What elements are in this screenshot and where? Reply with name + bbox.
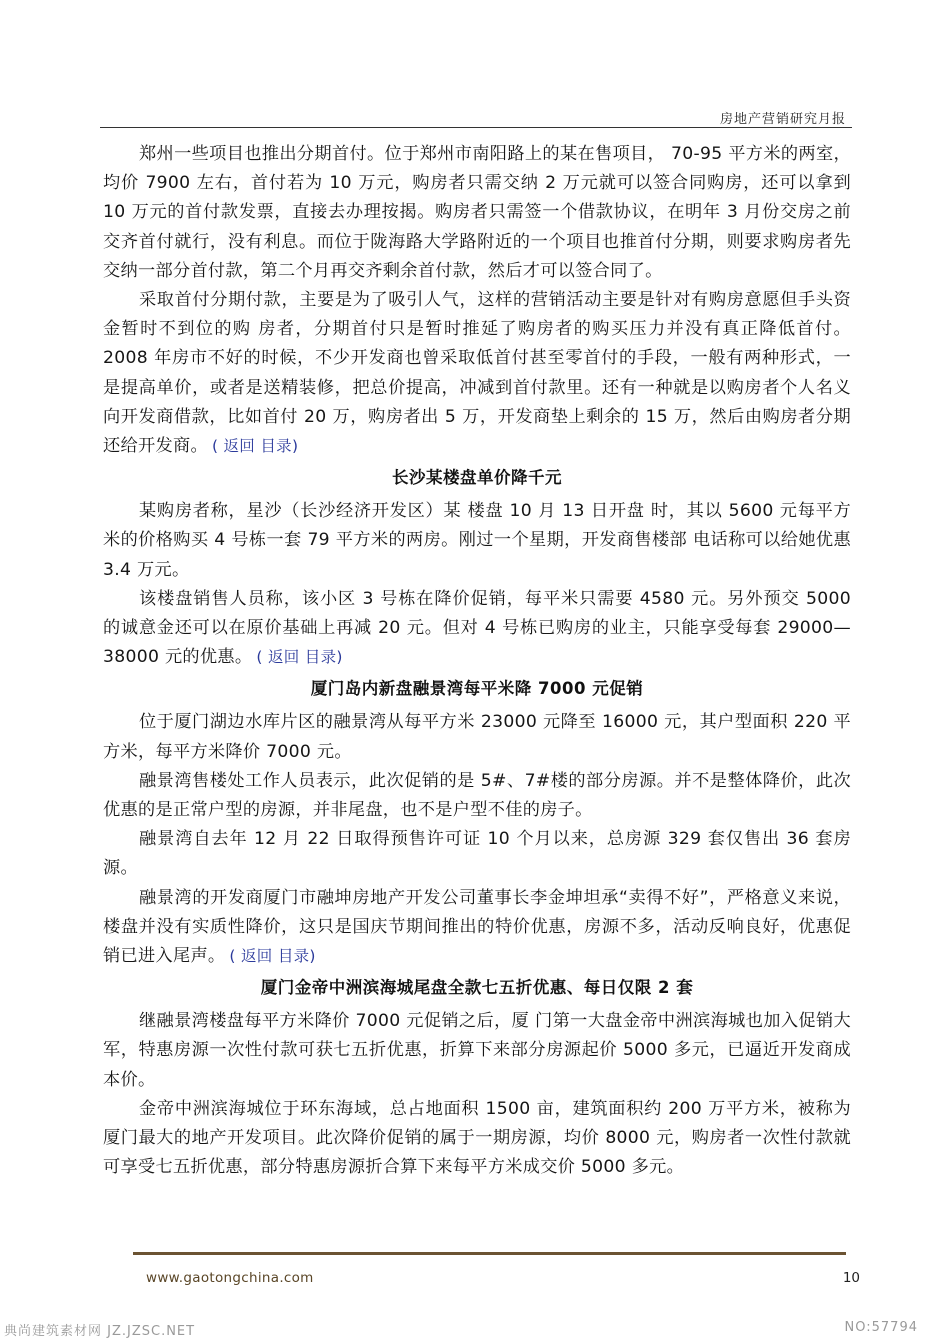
back-to-toc-link[interactable]: ( 返回 目录) <box>256 648 343 667</box>
section-heading: 长沙某楼盘单价降千元 <box>392 468 562 488</box>
article-body <box>103 140 851 1183</box>
paragraph <box>103 585 851 673</box>
back-to-toc-link[interactable]: ( 返回 目录) <box>229 947 316 966</box>
section-heading: 厦门岛内新盘融景湾每平米降 7000 元促销 <box>310 679 644 699</box>
paragraph <box>103 1007 851 1095</box>
paragraph-text: 融景湾的开发商厦门市融坤房地产开发公司董事长李金坤坦承“卖得不好”，严格意义来说，楼盘并没有实质性降价，这只是国庆节期间推出的特价优惠，房源不多，活动反响良好，优惠促销已进入尾声。 <box>103 887 851 967</box>
paragraph <box>103 767 851 825</box>
page-number: 10 <box>842 1270 860 1286</box>
paragraph <box>103 286 851 461</box>
watermark-id: NO:57794 <box>844 1320 918 1335</box>
paragraph-text: 该楼盘销售人员称，该小区 3 号栋在降价促销，每平米只需要 4580 元。另外预交 5000 的诚意金还可以在原价基础上再减 20 元。但对 4 号栋已购房的业主，只能享受每套 29000—38000 元的优惠。 <box>103 588 851 668</box>
back-to-toc-link[interactable]: ( 返回 目录) <box>211 437 299 456</box>
paragraph <box>103 140 851 286</box>
report-title: 房地产营销研究月报 <box>719 112 846 127</box>
header-divider <box>100 127 852 128</box>
paragraph <box>103 884 851 972</box>
section-heading: 厦门金帝中洲滨海城尾盘全款七五折优惠、每日仅限 2 套 <box>260 978 694 998</box>
paragraph-text: 采取首付分期付款，主要是为了吸引人气，这样的营销活动主要是针对有购房意愿但手头资金暂时不到位的购 房者，分期首付只是暂时推延了购房者的购买压力并没有真正降低首付。2008 年房市不好的时候，不少开发商也曾采取低首付甚至零首付的手段，一般有两种形式，一是提高单价，或者是送精装修，把总价提高，冲减到首付款里。还有一种就是以购房者个人名义向开发商借款，比如首付 20 万，购房者出 5 万，开发商垫上剩余的 15 万，然后由购房者分期还给开发商。 <box>103 290 851 457</box>
paragraph-text: 融景湾自去年 12 月 22 日取得预售许可证 10 个月以来，总房源 329 套仅售出 36 套房源。 <box>103 829 851 879</box>
paragraph <box>103 708 851 766</box>
paragraph-text: 金帝中洲滨海城位于环东海域，总占地面积 1500 亩，建筑面积约 200 万平方米，被称为厦门最大的地产开发项目。此次降价促销的属于一期房源，均价 8000 元，购房者一次性付款就可享受七五折优惠，部分特惠房源折合算下来每平方米成交价 5000 多元。 <box>103 1098 851 1178</box>
paragraph-text: 位于厦门湖边水库片区的融景湾从每平方米 23000 元降至 16000 元，其户型面积 220 平方米，每平方米降价 7000 元。 <box>103 712 851 762</box>
paragraph-text: 继融景湾楼盘每平方米降价 7000 元促销之后，厦 门第一大盘金帝中洲滨海城也加入促销大军，特惠房源一次性付款可获七五折优惠，折算下来部分房源起价 5000 多元，已逼近开发商成本价。 <box>103 1011 851 1090</box>
paragraph <box>103 825 851 883</box>
paragraph-text: 融景湾售楼处工作人员表示，此次促销的是 5#、7#楼的部分房源。并不是整体降价，此次优惠的是正常户型的房源，并非尾盘，也不是户型不佳的房子。 <box>103 770 851 821</box>
paragraph <box>103 497 851 585</box>
paragraph-text: 某购房者称，星沙（长沙经济开发区）某 楼盘 10 月 13 日开盘 时，其以 5600 元每平方米的价格购买 4 号栋一套 79 平方米的两房。刚过一个星期，开发商售楼部 电话称可以给她优惠 3.4 万元。 <box>103 501 851 580</box>
footer-divider <box>133 1252 846 1255</box>
paragraph-text: 郑州一些项目也推出分期首付。位于郑州市南阳路上的某在售项目， 70-95 平方米的两室，均价 7900 左右，首付若为 10 万元，购房者只需交纳 2 万元就可以签合同购房，还可以拿到 10 万元的首付款发票，直接去办理按揭。购房者只需签一个借款协议，在明年 3 月份交房之前交齐首付就行，没有利息。而位于陇海路大学路附近的一个项目也推首付分期，则要求购房者先交纳一部分首付款，第二个月再交齐剩余首付款，然后才可以签合同了。 <box>103 144 851 281</box>
paragraph <box>103 1095 851 1183</box>
watermark-site: 典尚建筑素材网 JZ.JZSC.NET <box>4 1324 196 1339</box>
footer-website-link[interactable]: www.gaotongchina.com <box>146 1270 314 1286</box>
